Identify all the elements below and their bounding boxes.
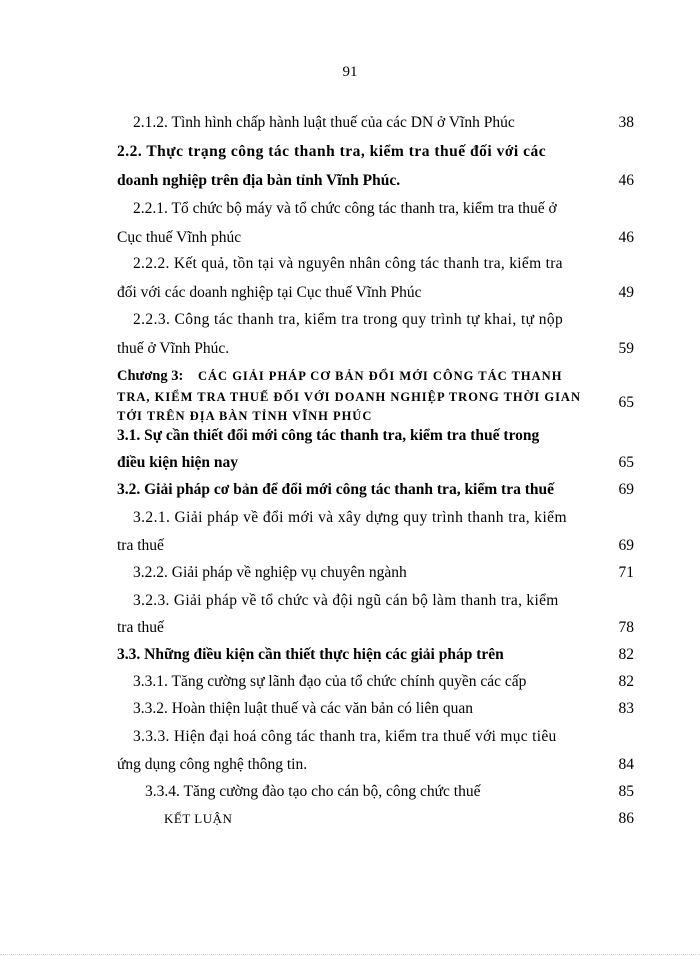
toc-entry-3-1[interactable]	[0, 423, 700, 449]
toc-entry-page: 46	[618, 229, 634, 246]
toc-entry-title: 3.2.1. Giải pháp về đổi mới và xây dựng quy trình thanh tra, kiểm	[133, 509, 567, 526]
toc-entry-2-2-3-cont[interactable]	[0, 336, 700, 362]
page-bottom-edge	[0, 954, 700, 955]
toc-entry-3-2-3[interactable]	[0, 588, 700, 614]
toc-entry-title: 3.2. Giải pháp cơ bản để đổi mới công tác thanh tra, kiểm tra thuế	[117, 481, 554, 498]
toc-entry-page: 59	[618, 340, 634, 357]
chapter-title-line1: CÁC GIẢI PHÁP CƠ BẢN ĐỔI MỚI CÔNG TÁC THANH	[198, 369, 563, 383]
toc-entry-2-2-1[interactable]	[0, 196, 700, 222]
toc-entry-title: KẾT LUẬN	[164, 811, 233, 826]
toc-entry-page: 65	[618, 394, 634, 411]
toc-entry-title-cont: doanh nghiệp trên địa bàn tỉnh Vĩnh Phúc.	[117, 172, 401, 189]
toc-entry-2-2-1-cont[interactable]	[0, 225, 700, 251]
page-number: 91	[342, 64, 358, 80]
toc-entry-title: 3.3.4. Tăng cường đào tạo cho cán bộ, công chức thuế	[145, 783, 481, 800]
toc-entry-page: 86	[618, 810, 634, 827]
toc-entry-title-cont: ứng dụng công nghệ thông tin.	[117, 756, 308, 773]
chapter-title-line2: TRA, KIỂM TRA THUẾ ĐỐI VỚI DOANH NGHIỆP TRONG THỜI GIAN	[117, 390, 581, 404]
toc-chapter-3[interactable]	[0, 367, 700, 385]
toc-entry-2-1-2[interactable]	[0, 110, 700, 136]
toc-entry-3-2-3-cont[interactable]	[0, 615, 700, 641]
toc-entry-title-cont: thuế ở Vĩnh Phúc.	[117, 340, 230, 357]
toc-entry-page: 71	[618, 564, 634, 581]
toc-entry-title-cont: tra thuế	[117, 537, 164, 554]
toc-entry-3-2-1[interactable]	[0, 505, 700, 531]
toc-entry-3-3-1[interactable]	[0, 669, 700, 695]
toc-entry-page: 65	[618, 454, 634, 471]
toc-entry-3-3-4[interactable]	[0, 779, 700, 805]
toc-entry-3-2[interactable]	[0, 477, 700, 503]
toc-entry-page: 84	[618, 756, 634, 773]
chapter-title-line3: TỚI TRÊN ĐỊA BÀN TỈNH VĨNH PHÚC	[117, 409, 373, 423]
toc-entry-title: 3.3. Những điều kiện cần thiết thực hiện các giải pháp trên	[117, 646, 504, 663]
toc-entry-title: 2.2.1. Tổ chức bộ máy và tổ chức công tác thanh tra, kiểm tra thuế ở	[133, 200, 557, 217]
toc-entry-3-3-2[interactable]	[0, 696, 700, 722]
toc-entry-title: 3.3.2. Hoàn thiện luật thuế và các văn bản có liên quan	[133, 700, 474, 717]
toc-entry-page: 82	[618, 646, 634, 663]
toc-entry-3-2-1-cont[interactable]	[0, 533, 700, 559]
toc-entry-title: 2.2.3. Công tác thanh tra, kiểm tra trong quy trình tự khai, tự nộp	[133, 311, 564, 328]
chapter-label: Chương 3:	[117, 368, 184, 384]
toc-entry-2-2-2-cont[interactable]	[0, 280, 700, 306]
toc-entry-title: 3.2.2. Giải pháp về nghiệp vụ chuyên ngành	[133, 564, 407, 581]
toc-entry-title: 3.2.3. Giải pháp về tổ chức và đội ngũ cán bộ làm thanh tra, kiểm	[133, 592, 559, 609]
toc-entry-title-cont: điều kiện hiện nay	[117, 454, 239, 471]
toc-entry-title: 3.1. Sự cần thiết đổi mới công tác thanh tra, kiểm tra thuế trong	[117, 427, 540, 444]
toc-entry-3-3-3[interactable]	[0, 724, 700, 750]
toc-entry-title: 2.1.2. Tình hình chấp hành luật thuế của các DN ở Vĩnh Phúc	[133, 114, 515, 131]
toc-entry-conclusion[interactable]	[0, 806, 700, 832]
toc-entry-title-cont: Cục thuế Vĩnh phúc	[117, 229, 242, 246]
toc-entry-page: 46	[618, 172, 634, 189]
toc-entry-2-2-2[interactable]	[0, 251, 700, 277]
toc-entry-3-2-2[interactable]	[0, 560, 700, 586]
toc-entry-3-3[interactable]	[0, 642, 700, 668]
toc-entry-title: 3.3.1. Tăng cường sự lãnh đạo của tổ chức chính quyền các cấp	[133, 673, 527, 690]
toc-entry-2-2[interactable]	[0, 139, 700, 165]
toc-entry-page: 69	[618, 481, 634, 498]
toc-entry-3-1-cont[interactable]	[0, 450, 700, 476]
toc-entry-title: 2.2. Thực trạng công tác thanh tra, kiểm tra thuế đối với các	[117, 143, 547, 160]
toc-entry-3-3-3-cont[interactable]	[0, 752, 700, 778]
toc-entry-title: 2.2.2. Kết quả, tồn tại và nguyên nhân công tác thanh tra, kiểm tra	[133, 255, 563, 272]
toc-entry-page: 38	[618, 114, 634, 131]
toc-entry-page: 82	[618, 673, 634, 690]
toc-entry-page: 69	[618, 537, 634, 554]
toc-chapter-3-line2[interactable]	[0, 388, 700, 411]
toc-entry-2-2-3[interactable]	[0, 307, 700, 333]
toc-entry-page: 83	[618, 700, 634, 717]
toc-entry-page: 78	[618, 619, 634, 636]
toc-entry-title: 3.3.3. Hiện đại hoá công tác thanh tra, kiểm tra thuế với mục tiêu	[133, 728, 557, 745]
toc-entry-page: 85	[618, 783, 634, 800]
toc-entry-title-cont: đối với các doanh nghiệp tại Cục thuế Vĩnh Phúc	[117, 284, 422, 301]
toc-entry-title-cont: tra thuế	[117, 619, 164, 636]
toc-entry-2-2-cont[interactable]	[0, 168, 700, 194]
toc-entry-page: 49	[618, 284, 634, 301]
